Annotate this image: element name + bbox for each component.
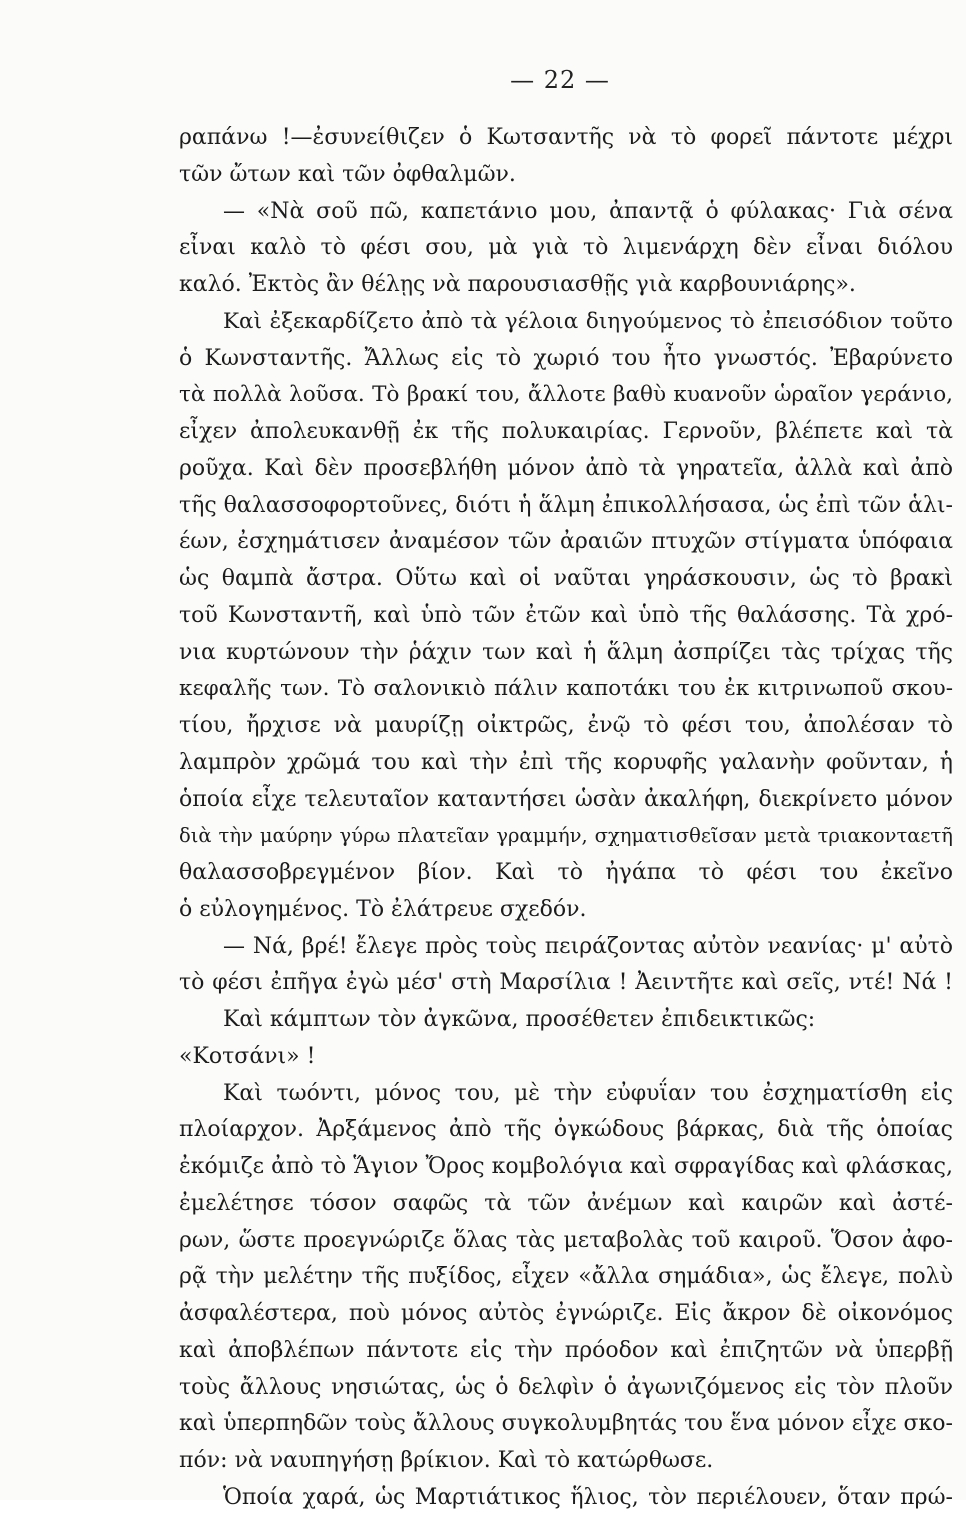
text-line: κεφαλῆς των. Τὸ σαλονικιὸ πάλιν καποτάκι του ἐκ κιτρινωποῦ σκου- [179,676,953,702]
text-line: ἐμελέτησε τόσον σαφῶς τὰ τῶν ἀνέμων καὶ καιρῶν καὶ ἀστέ- [179,1190,953,1216]
page-number: — 22 — [510,66,610,94]
text-line: τοὺς ἄλλους νησιώτας, ὡς ὁ δελφὶν ὁ ἀγωνιζόμενος εἰς τὸν πλοῦν [179,1374,953,1400]
text-line: ὁ Κωνσταντῆς. Ἄλλως εἰς τὸ χωριό του ἦτο γνωστός. Ἐβαρύνετο [179,345,953,371]
text-line: ἐκόμιζε ἀπὸ τὸ Ἅγιον Ὄρος κομβολόγια καὶ σφραγίδας καὶ φλάσκας, [179,1154,953,1179]
text-line: Καὶ ἐξεκαρδίζετο ἀπὸ τὰ γέλοια διηγούμενος τὸ ἐπεισόδιον τοῦτο [223,308,953,334]
text-line: Καὶ κάμπτων τὸν ἀγκῶνα, προσέθετεν ἐπιδεικτικῶς: [223,1007,816,1032]
text-line: νια κυρτώνουν τὴν ῥάχιν των καὶ ἡ ἅλμη ἀσπρίζει τὰς τρίχας τῆς [179,639,953,665]
text-line: ἀσφαλέστερα, ποὺ μόνος αὐτὸς ἐγνώριζε. Εἰς ἄκρον δὲ οἰκονόμος [179,1301,953,1326]
text-line: τοῦ Κωνσταντῆ, καὶ ὑπὸ τῶν ἐτῶν καὶ ὑπὸ τῆς θαλάσσης. Τὰ χρό- [179,602,953,628]
text-line: καλό. Ἐκτὸς ἂν θέλῃς νὰ παρουσιασθῇς γιὰ καρβουνιάρης». [179,272,856,297]
text-line: — Νά, βρέ! ἔλεγε πρὸς τοὺς πειράζοντας αὐτὸν νεανίας· μ' αὐτὸ [223,933,953,959]
text-line: ραπάνω !—ἐσυνείθιζεν ὁ Κωτσαντῆς νὰ τὸ φορεῖ πάντοτε μέχρι [179,125,953,150]
text-line: καὶ ὑπερπηδῶν τοὺς ἄλλους συγκολυμβητάς του ἕνα μόνον εἶχε σκο- [179,1411,953,1437]
text-line: εἶχεν ἀπολευκανθῇ ἐκ τῆς πολυκαιρίας. Γερνοῦν, βλέπετε καὶ τὰ [179,419,953,444]
body-text [179,120,953,1517]
text-line: διὰ τὴν μαύρην γύρω πλατεῖαν γραμμήν, σχηματισθεῖσαν μετὰ τριακονταετῆ [179,824,953,848]
text-line: Ὁποία χαρά, ὡς Μαρτιάτικος ἥλιος, τὸν περιέλουεν, ὅταν πρώ- [223,1484,953,1510]
text-line: πόν: νὰ ναυπηγήσῃ βρίκιον. Καὶ τὸ κατώρθωσε. [179,1448,714,1473]
text-line: ὁποία εἶχε τελευταῖον καταντήσει ὡσὰν ἀκαλήφη, διεκρίνετο μόνον [179,786,953,812]
text-line: ροῦχα. Καὶ δὲν προσεβλήθη μόνον ἀπὸ τὰ γηρατεῖα, ἀλλὰ καὶ ἀπὸ [179,455,953,481]
text-line: έων, ἐσχημάτισεν ἀναμέσον τῶν ἀραιῶν πτυχῶν στίγματα ὑπόφαια [179,529,953,555]
text-line: θαλασσοβρεγμένον βίον. Καὶ τὸ ἠγάπα τὸ φέσι του ἐκεῖνο [179,860,953,885]
text-line: «Κοτσάνι» ! [179,1043,316,1069]
text-line: — «Νὰ σοῦ πῶ, καπετάνιο μου, ἀπαντᾷ ὁ φύλακας· Γιὰ σένα [223,198,953,224]
text-line: τὸ φέσι ἐπῆγα ἐγὼ μέσ' στὴ Μαρσίλια ! Ἀειντῆτε καὶ σεῖς, ντέ! Νά ! [179,970,953,996]
text-line: πλοίαρχον. Ἀρξάμενος ἀπὸ τῆς ὀγκώδους βάρκας, διὰ τῆς ὁποίας [179,1117,953,1143]
text-line: καὶ ἀποβλέπων πάντοτε εἰς τὴν πρόοδον καὶ ἐπιζητῶν νὰ ὑπερβῇ [179,1337,953,1363]
text-line: ὁ εὐλογημένος. Τὸ ἐλάτρευε σχεδόν. [179,896,587,922]
text-line: τὰ πολλὰ λοῦσα. Τὸ βρακί του, ἄλλοτε βαθὺ κυανοῦν ὡραῖον γεράνιο, [179,382,953,408]
text-line: λαμπρὸν χρῶμά του καὶ τὴν ἐπὶ τῆς κορυφῆς γαλανὴν φοῦνταν, ἡ [179,749,953,775]
text-line: ρων, ὥστε προεγνώριζε ὅλας τὰς μεταβολὰς τοῦ καιροῦ. Ὅσον ἀφο- [179,1227,953,1253]
text-line: Καὶ τωόντι, μόνος του, μὲ τὴν εὐφυΐαν του ἐσχηματίσθη εἰς [223,1080,953,1106]
text-line: τίου, ἤρχισε νὰ μαυρίζῃ οἰκτρῶς, ἐνῷ τὸ φέσι του, ἀπολέσαν τὸ [179,713,953,738]
text-line: τῶν ὤτων καὶ τῶν ὀφθαλμῶν. [179,161,516,187]
text-line: ρᾷ τὴν μελέτην τῆς πυξίδος, εἶχεν «ἄλλα σημάδια», ὡς ἔλεγε, πολὺ [179,1264,953,1290]
text-line: τῆς θαλασσοφορτοῦνες, διότι ἡ ἅλμη ἐπικολλήσασα, ὡς ἐπὶ τῶν ἁλι- [179,492,953,518]
text-line: ὡς θαμπὰ ἄστρα. Οὕτω καὶ οἱ ναῦται γηράσκουσιν, ὡς τὸ βρακὶ [179,566,953,591]
text-line: εἶναι καλὸ τὸ φέσι σου, μὰ γιὰ τὸ λιμενάρχη δὲν εἶναι διόλου [179,235,953,261]
